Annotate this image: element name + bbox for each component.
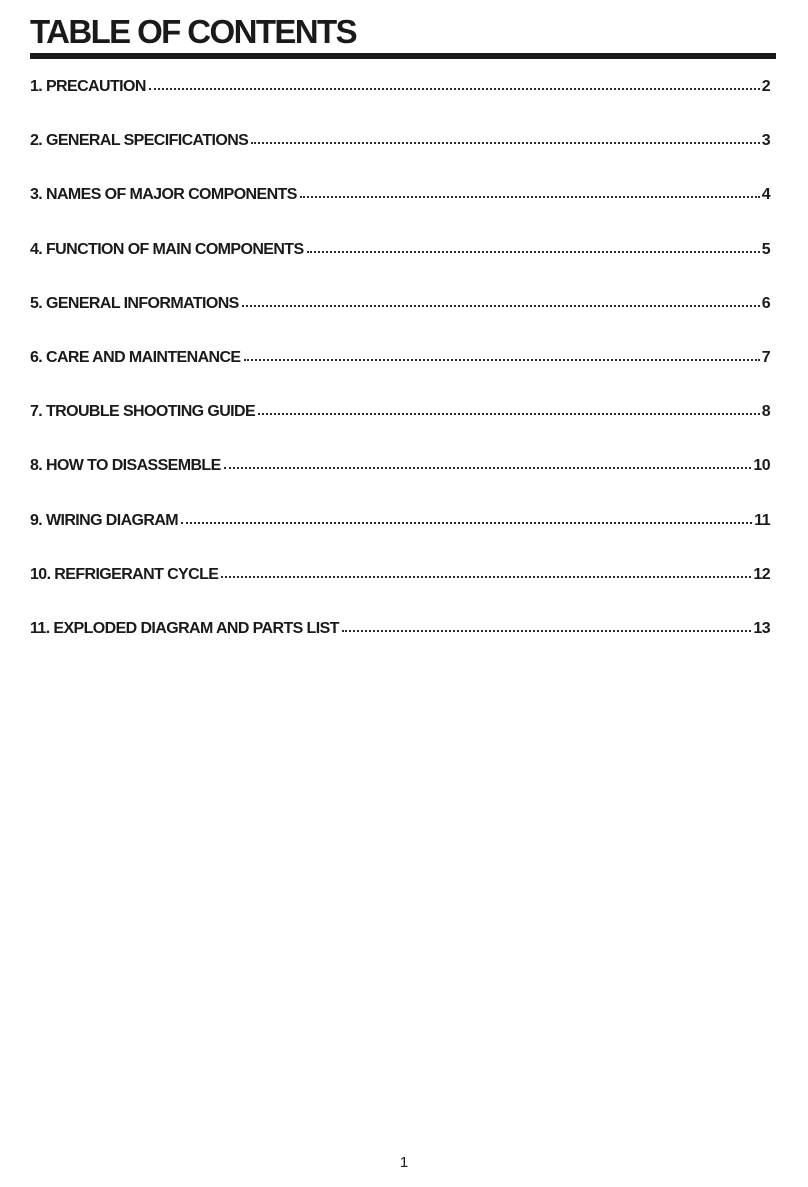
toc-entry-exploded-diagram-and-parts-list[interactable]: [30, 620, 770, 674]
toc-entry-page: 5: [761, 240, 770, 258]
toc-entry-page: 2: [761, 78, 770, 95]
table-of-contents: [30, 78, 770, 674]
toc-entry-page: 10: [753, 457, 770, 475]
toc-entry-care-and-maintenance[interactable]: [30, 349, 770, 403]
toc-entry-label: 3. NAMES OF MAJOR COMPONENTS: [30, 186, 297, 204]
toc-entry-page: 8: [761, 403, 770, 421]
toc-entry-label: 9. WIRING DIAGRAM: [30, 511, 179, 529]
toc-entry-precaution[interactable]: [30, 78, 770, 132]
page-title: TABLE OF CONTENTS: [30, 13, 357, 50]
toc-entry-label: 10. REFRIGERANT CYCLE: [30, 565, 219, 583]
toc-entry-function-of-main-components[interactable]: [30, 241, 770, 295]
dot-leader: [242, 304, 760, 307]
toc-entry-general-specifications[interactable]: [30, 132, 770, 186]
toc-entry-page: 3: [761, 132, 770, 150]
toc-entry-general-informations[interactable]: [30, 295, 770, 349]
toc-entry-names-of-major-components[interactable]: [30, 186, 770, 240]
toc-entry-label: 4. FUNCTION OF MAIN COMPONENTS: [30, 240, 304, 258]
dot-leader: [258, 412, 760, 415]
toc-entry-page: 13: [753, 619, 770, 637]
toc-entry-label: 2. GENERAL SPECIFICATIONS: [30, 132, 249, 150]
toc-entry-label: 6. CARE AND MAINTENANCE: [30, 348, 241, 366]
toc-entry-wiring-diagram[interactable]: [30, 512, 770, 566]
toc-entry-page: 11: [754, 511, 770, 529]
dot-leader: [342, 629, 752, 632]
dot-leader: [224, 466, 752, 469]
toc-entry-label: 11. EXPLODED DIAGRAM AND PARTS LIST: [30, 619, 339, 637]
dot-leader: [300, 195, 760, 198]
toc-entry-refrigerant-cycle[interactable]: [30, 566, 770, 620]
toc-entry-page: 4: [761, 186, 770, 204]
toc-entry-page: 12: [753, 565, 770, 583]
toc-entry-how-to-disassemble[interactable]: [30, 457, 770, 511]
page-number: 1: [399, 1154, 409, 1171]
dot-leader: [149, 87, 760, 90]
toc-entry-label: 5. GENERAL INFORMATIONS: [30, 294, 239, 312]
dot-leader: [307, 250, 760, 253]
dot-leader: [251, 141, 759, 144]
toc-entry-label: 8. HOW TO DISASSEMBLE: [30, 457, 221, 475]
dot-leader: [181, 521, 752, 524]
toc-entry-label: 1. PRECAUTION: [30, 78, 146, 95]
title-rule: [30, 53, 776, 59]
toc-entry-label: 7. TROUBLE SHOOTING GUIDE: [30, 403, 256, 421]
toc-entry-trouble-shooting-guide[interactable]: [30, 403, 770, 457]
dot-leader: [221, 575, 751, 578]
toc-entry-page: 7: [761, 348, 770, 366]
dot-leader: [244, 358, 760, 361]
toc-entry-page: 6: [761, 294, 770, 312]
